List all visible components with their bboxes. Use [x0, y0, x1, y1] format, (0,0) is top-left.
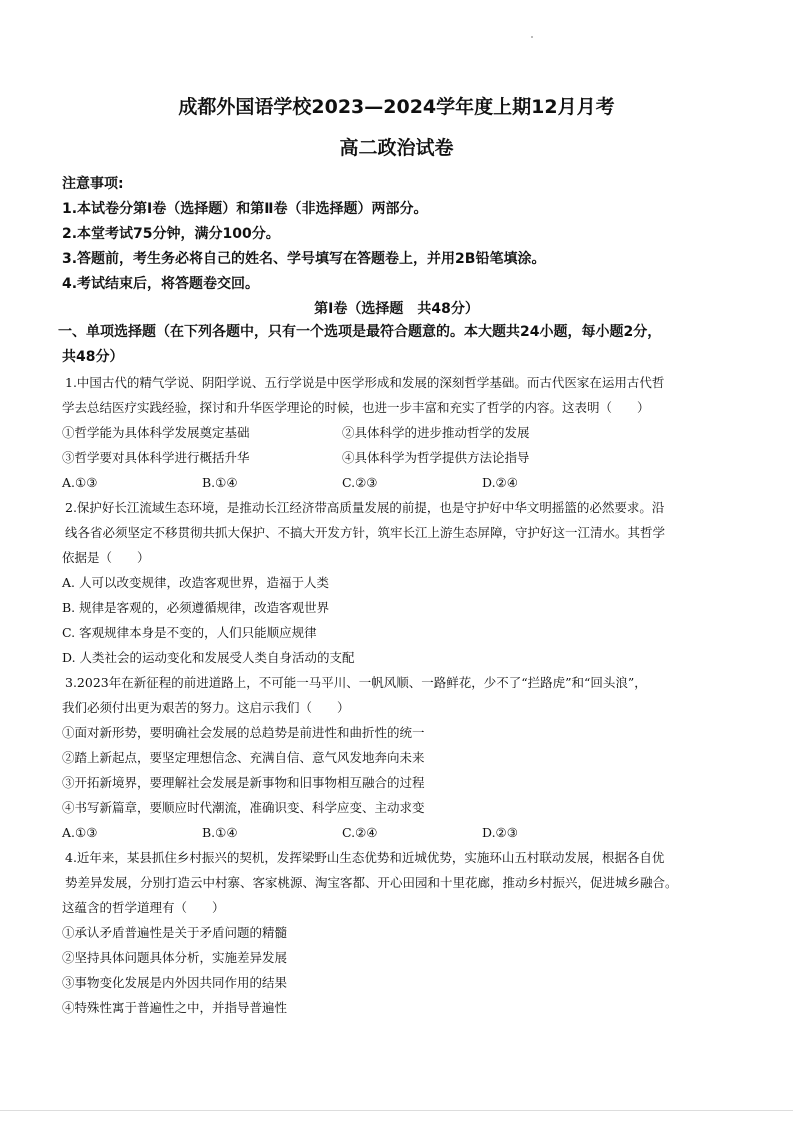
q2-answer: D. 人类社会的运动变化和发展受人类自身活动的支配 [62, 650, 355, 665]
q4-stem-line: 势差异发展，分别打造云中村寨、客家桃源、淘宝客都、开心田园和十里花廊，推动乡村振兴，促进城乡融合。 [65, 875, 678, 890]
q3-statement: ③开拓新境界，要理解社会发展是新事物和旧事物相互融合的过程 [62, 775, 425, 790]
scan-dot [531, 36, 533, 38]
exam-subtitle: 高二政治试卷 [339, 137, 454, 159]
notes-block [62, 172, 762, 297]
q1-option-row [62, 420, 752, 445]
q3-answer: A.①③ [62, 825, 98, 840]
page-bottom-divider [0, 1110, 793, 1111]
q4-statement: ①承认矛盾普遍性是关于矛盾问题的精髓 [62, 925, 288, 940]
q1-statement: ①哲学能为具体科学发展奠定基础 [62, 425, 250, 440]
q1-answer: B.①④ [202, 475, 238, 490]
q1-answer-row [62, 470, 752, 495]
q1-statement: ③哲学要对具体科学进行概括升华 [62, 450, 250, 465]
note-item: 1.本试卷分第Ⅰ卷（选择题）和第Ⅱ卷（非选择题）两部分。 [62, 201, 428, 217]
q4-statement: ②坚持具体问题具体分析，实施差异发展 [62, 950, 288, 965]
note-item: 3.答题前，考生务必将自己的姓名、学号填写在答题卷上，并用2B铅笔填涂。 [62, 251, 546, 267]
q2-stem-line: 线各省必须坚定不移贯彻共抓大保护、不搞大开发方针，筑牢长江上游生态屏障，守护好这一江清水。其哲学 [65, 525, 666, 540]
q1-option-row [62, 445, 752, 470]
q4-stem-line: 4.近年来，某县抓住乡村振兴的契机，发挥梁野山生态优势和近城优势，实施环山五村联动发展，根据各自优 [65, 850, 665, 865]
note-item: 2.本堂考试75分钟，满分100分。 [62, 226, 280, 242]
q2-stem-line: 依据是（ ） [62, 550, 150, 565]
q3-stem-line: 我们必须付出更为艰苦的努力。这启示我们（ ） [62, 700, 350, 715]
notes-heading: 注意事项: [62, 176, 124, 192]
q1-answer: C.②③ [342, 475, 378, 490]
q2-answer: B. 规律是客观的，必须遵循规律，改造客观世界 [62, 600, 330, 615]
q2-stem-line: 2.保护好长江流域生态环境，是推动长江经济带高质量发展的前提，也是守护好中华文明摇篮的必然要求。沿 [65, 500, 665, 515]
q2-answer: C. 客观规律本身是不变的，人们只能顺应规律 [62, 625, 317, 640]
q1-stem-line: 学去总结医疗实践经验，探讨和升华医学理论的时候，也进一步丰富和充实了哲学的内容。这表明（ ） [62, 400, 650, 415]
q3-answer: C.②④ [342, 825, 378, 840]
q4-statement: ③事物变化发展是内外因共同作用的结果 [62, 975, 288, 990]
q3-answer: D.②③ [482, 825, 518, 840]
q1-statement: ④具体科学为哲学提供方法论指导 [342, 450, 530, 465]
q1-answer: D.②④ [482, 475, 518, 490]
q1-statement: ②具体科学的进步推动哲学的发展 [342, 425, 530, 440]
q3-answer: B.①④ [202, 825, 238, 840]
q1-answer: A.①③ [62, 475, 98, 490]
part-instructions [58, 320, 752, 370]
q3-statement: ②踏上新起点，要坚定理想信念、充满自信、意气风发地奔向未来 [62, 750, 425, 765]
part-line: 共48分） [62, 349, 124, 365]
q3-statement: ④书写新篇章，要顺应时代潮流，准确识变、科学应变、主动求变 [62, 800, 425, 815]
note-item: 4.考试结束后，将答题卷交回。 [62, 276, 260, 292]
q2-answer: A. 人可以改变规律，改造客观世界，造福于人类 [62, 575, 329, 590]
q4-statement: ④特殊性寓于普遍性之中，并指导普遍性 [62, 1000, 288, 1015]
q3-statement: ①面对新形势，要明确社会发展的总趋势是前进性和曲折性的统一 [62, 725, 425, 740]
section-title: 第Ⅰ卷（选择题 共48分） [314, 301, 479, 317]
questions [62, 370, 752, 1020]
exam-title: 成都外国语学校2023—2024学年度上期12月月考 [178, 96, 615, 118]
q3-answer-row [62, 820, 752, 845]
q1-stem-line: 1.中国古代的精气学说、阴阳学说、五行学说是中医学形成和发展的深刻哲学基础。而古代医家在运用古代哲 [65, 375, 665, 390]
q4-stem-line: 这蕴含的哲学道理有（ ） [62, 900, 225, 915]
q3-stem-line: 3.2023年在新征程的前进道路上，不可能一马平川、一帆风顺、一路鲜花，少不了“拦路虎”和“回头浪”， [65, 675, 647, 690]
part-line: 一、单项选择题（在下列各题中，只有一个选项是最符合题意的。本大题共24小题，每小题2分， [58, 324, 662, 340]
